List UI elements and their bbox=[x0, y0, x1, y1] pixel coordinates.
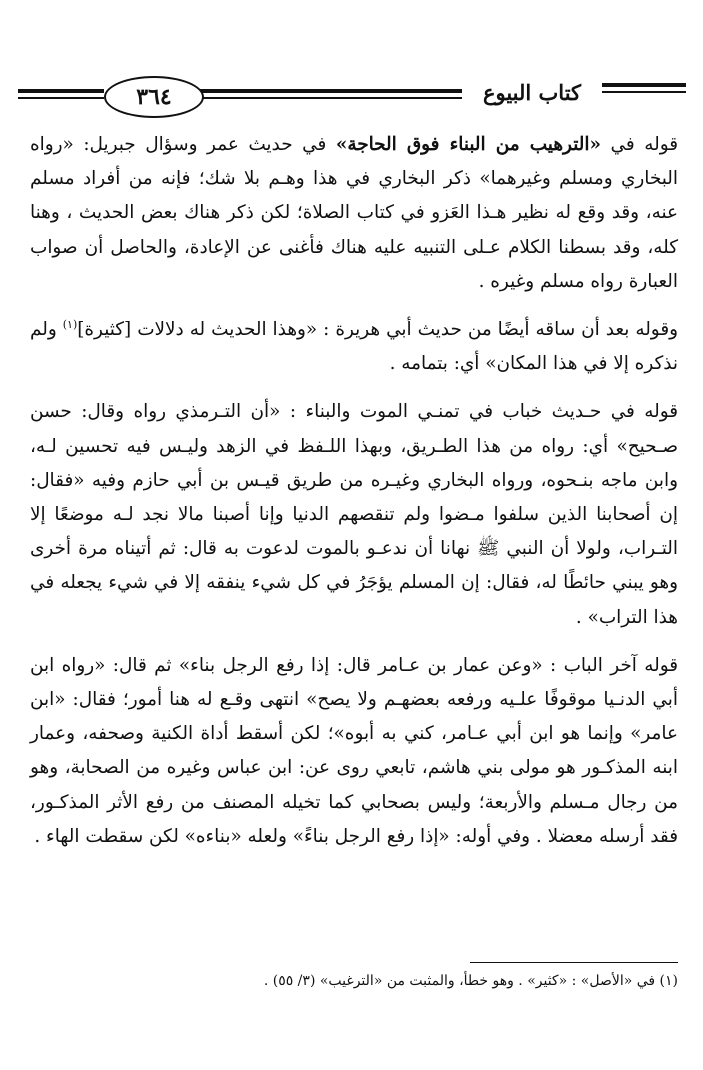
page-number: ٣٦٤ bbox=[136, 84, 172, 110]
header-rule-right-thin bbox=[602, 91, 686, 93]
text-run: في حديث عمر وسؤال جبريل: «رواه البخاري ومسلم وغيرهما» ذكر البخاري في هذا وهـم بلا شك؛ فإنه من أفراد مسلم عنه، وقد وقع له نظير هـذا العَزو في كتاب الصلاة؛ لكن ذكر هناك بعض الحديث ، وهنا كله، وقد بسطنا الكلام عـلى التنبيه عليه هناك فأغنى عن الإعادة، والحاصل أن صواب العبارة رواه مسلم وغيره . bbox=[30, 134, 678, 292]
page-header bbox=[18, 72, 686, 118]
footnote-marker: (١) bbox=[62, 317, 78, 331]
text-run: وقوله بعد أن ساقه أيضًا من حديث أبي هريرة : «وهذا الحديث له دلالات [كثيرة] bbox=[77, 319, 678, 341]
heading-quote: «الترهيب من البناء فوق الحاجة» bbox=[335, 134, 601, 155]
header-rule-middle-thick bbox=[200, 89, 462, 93]
header-rule-right-thick bbox=[602, 83, 686, 87]
chapter-title: كتاب البيوع bbox=[482, 80, 582, 105]
body-text bbox=[30, 128, 678, 854]
paragraph bbox=[30, 649, 678, 854]
footnote: (١) في «الأصل» : «كثير» . وهو خطأ، والمثبت من «الترغيب» (٣/ ٥٥) . bbox=[263, 973, 678, 989]
footnote-separator bbox=[470, 962, 678, 963]
page-number-oval bbox=[104, 76, 204, 118]
text-run: ولم نذكره إلا في هذا المكان» أي: بتمامه . bbox=[30, 319, 678, 375]
paragraph bbox=[30, 128, 678, 299]
paragraph-gap bbox=[30, 299, 678, 313]
paragraph bbox=[30, 313, 678, 381]
paragraph-gap bbox=[30, 381, 678, 395]
header-rule-left-thin bbox=[18, 97, 104, 99]
header-rule-left-thick bbox=[18, 89, 104, 93]
text-run: قوله آخر الباب : «وعن عمار بن عـامر قال: إذا رفع الرجل بناء» ثم قال: «رواه ابن أبي الدنـيا موقوفًا علـيه ورفعه بعضهـم ولا يصح» انتهى وقـع له هنا أمور؛ فقال: «ابن عامر» وإنما هو ابن أبي عـامر، كني به أبوه»؛ لكن أسقط أداة الكنية وصحفه، وعمار ابنه المذكـور هو مولى بني هاشم، تابعي روى عن: ابن عباس وغيره من الصحابة، وهو من رجال مـسلم والأربعة؛ وليس بصحابي كما تخيله المصنف من رفع الأثر المذكـور، فقد أرسله معضلا . وفي أوله: «إذا رفع الرجل بناءً» ولعله «بناءه» لكن سقطت الهاء . bbox=[30, 654, 678, 847]
header-rule-middle-thin bbox=[200, 97, 462, 99]
text-run: قوله في حـديث خباب في تمنـي الموت والبناء : «أن التـرمذي رواه وقال: حسن صـحيح» أي: رواه من هذا الطـريق، وبهذا اللـفظ في الزهد وليـس فيه تحسين لـه، وابن ماجه بنـحوه، ورواه البخاري وغيـره من طريق قيـس بن أبي حازم وفيه «فقال: إن أصحابنا الذين سلفوا مـضوا ولم تنقصهم الدنيا وإنا أصبنا مالا نجد لـه موضعًا إلا التـراب، ولولا أن النبي ﷺ نهانا أن ندعـو بالموت لدعوت به قال: ثم أتيناه مرة أخرى وهو يبني حائطًا له، فقال: إن المسلم يؤجَرُ في كل شيء ينفقه إلا في شيء يجعله في هذا التراب» . bbox=[30, 401, 678, 628]
text-run: قوله في bbox=[600, 134, 678, 155]
paragraph bbox=[30, 395, 678, 634]
paragraph-gap bbox=[30, 635, 678, 649]
